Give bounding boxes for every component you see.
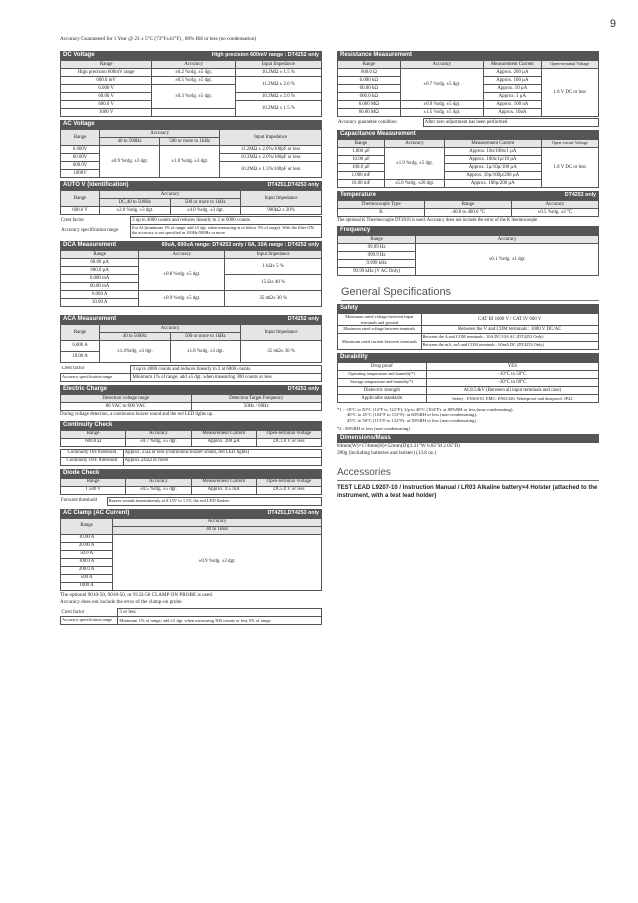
capacitance-table: Range Accuracy Measurement Current Open-circuit Voltage 1.000 µF ±1.9 %rdg. ±5 dgt. Approx. 10n/100n/1 µA 1.8 V DC or less 10.00 µF Approx. 100n/1µ/10 µA 100.0 µF Approx. 1µ/10µ/100 µA 1.000 mF Approx. 10µ/100µ/200 µA 10.00 mF ±5.0 %rdg. ±20 dgt. Approx. 100µ/200 µA <box>337 139 599 188</box>
capacitance-header: Capacitance Measurement <box>337 130 599 139</box>
dc-voltage-table: Range Accuracy Input Impedance High precision 600mV range ±0.2 %rdg. ±5 dgt. 10.2MΩ ± 1.5 % 600.0 mV ±0.5 %rdg. ±5 dgt. 11.2MΩ ± 2.0 % 6.000 V ±0.3 %rdg. ±5 dgt. 60.00 V 10.3MΩ ± 2.0 % 600.0 V 10.2MΩ ± 1.5 % 1000 V <box>60 60 322 117</box>
diode-header: Diode Check <box>60 469 322 478</box>
dc-voltage-header: DC Voltage High precision 600mV range : DT4252 only <box>60 51 322 60</box>
electric-charge-table: Detection voltage range Detection Target Frequency 80 VAC to 600 VAC 50Hz / 60Hz <box>60 394 322 411</box>
safety-header: Safety <box>337 304 599 313</box>
aca-notes: Crest factor 3 up to 4000 counts and reduces linearly to 2 at 6000 counts. Accuracy specification range Minimum 1% of range; add ±5 dgt. when measuring 300 counts or less <box>60 365 322 382</box>
durability-footnote-2: *2 : 80%RH or less (non-condensating) <box>337 425 410 431</box>
ac-clamp-header: AC Clamp (AC Current) DT4251,DT4253 only <box>60 509 322 518</box>
auto-v-table: Range Accuracy Input Impedance DC,40 to 500Hz 500 or more to 1kHz 600.0 V ±2.0 %rdg. ±3 dgt. ±4.0 %rdg. ±3 dgt. 900kΩ ± 20% <box>60 190 322 215</box>
temperature-note: The optional K Thermocouple DT4910 is used. Accuracy does not include the error of the K thermocouple <box>337 218 538 223</box>
accuracy-guarantee-note: Accuracy Guaranteed for 1 Year @ 23 ± 5°C (73°F±41°F) , 80% RH or less (no condensation) <box>60 36 257 42</box>
continuity-header: Continuity Check <box>60 421 322 430</box>
continuity-table: Range Accuracy Measurement Current Open-terminal Voltage 600.0 Ω ±0.7 %rdg. ±5 dgt. Approx. 200 µA DC1.8 V or less <box>60 430 322 447</box>
dimensions-text: 84mm(W)×174mm(H)×52mm(D)(3.31"W 6.85"H 2.05"D) <box>337 443 460 450</box>
safety-table: Maximum rated voltage between input terminals and ground CAT III 1000 V / CAT IV 600 V Maximum rated voltage between terminals Between the V and COM terminals : 1000 V DC/AC Maximum rated current between terminals Between the A and COM terminals : 10A DC/10A AC (DT4252 Only) Between the mA, mA and COM terminals : 60mA DC (DT4253 Only) <box>337 313 599 350</box>
electric-charge-header: Electric Charge DT4251 only <box>60 385 322 394</box>
ac-clamp-table: Range Accuracy 40 to 1kHz 10.00 A ±0.9 %rdg. ±3 dgt. 20.00 A 50.0 A 100.0 A 200.0 A 500 A 1000 A <box>60 518 322 591</box>
ac-clamp-notes: Crest factor 3 or less Accuracy specification range Minimum 1% of range; add ±5 dgt. when measuring 300 counts or less 5% of range <box>60 608 322 625</box>
mass-text: 390g (including batteries and holster) (13.8 oz.) <box>337 450 437 457</box>
dca-header: DCA Measurement 60uA, 600uA range: DT4253 only / 6A, 10A range : DT4252 only <box>60 241 322 250</box>
durability-footnote-1: *1 : -10°C to 50°C (14°F to 122°F); Up to 40°C (104°F): at 80%RH or less (non-condensating), 40°C to 45°C (104°F to 113°F): at 60%RH or less (non-condensating), 45°C to 50°C (113°F to 122°F): at 50%RH or less (non-condensating) <box>337 407 514 423</box>
frequency-header: Frequency <box>337 226 599 235</box>
aca-header: ACA Measurement DT4252 only <box>60 315 322 324</box>
right-column <box>337 48 599 500</box>
temperature-table: Thermocouple Type Range Accuracy K -40.0 to 400.0 °C ±0.5 %rdg. ±2 °C <box>337 200 599 217</box>
diode-table: Range Accuracy Measurement Current Open-terminal Voltage 1.500 V ±0.5 %rdg. ±5 dgt. Approx. 0.5 mA DC5.0 V or less <box>60 478 322 495</box>
continuity-thresholds: Continuity ON threshold Approx. 25Ω or less (continuous buzzer sound, red LED lights) Continuity OFF threshold Approx.245Ω or more <box>60 449 322 466</box>
temperature-header: Temperature DT4253 only <box>337 191 599 200</box>
durability-header: Durability <box>337 353 599 362</box>
aca-table: Range Accuracy Input Impedance 40 to 500Hz 500 or more to 1kHz 6.000 A ±1.4%rdg. ±3 dgt. ±1.8 %rdg. ±3 dgt. 35 mΩ± 30 % 10.00 A <box>60 324 322 363</box>
ac-voltage-header: AC Voltage <box>60 120 322 129</box>
auto-v-notes: Crest factor 3 up to 4000 counts and reduces linearly to 2 at 6000 counts. Accuracy specification range For AC(minimum 1% of range; add ±5 dgt. when measuring at or below 5% of range). With the filter ON, the accuracy is not specified in 100Hz/500Hz or more <box>60 216 322 238</box>
diode-forward: Forward threshold Buzzer sounds intermittently at 0.15V to 1.5V, the red LED flashes <box>60 497 322 506</box>
page-number: 9 <box>609 18 616 30</box>
ac-clamp-note-2: Accuracy does not include the error of the clamp-on probe. <box>60 599 183 606</box>
auto-v-header: AUTO V (Identification) DT4251,DT4253 only <box>60 181 322 190</box>
electric-charge-note: During voltage detection, a continuous buzzer sound and the red LED lights up. <box>60 412 214 417</box>
ac-clamp-note-1: The optional 9010-50, 9018-50, or 9132-50 CLAMP ON PROBE is used. <box>60 591 213 598</box>
accessories-title: Accessories <box>337 467 599 481</box>
dimensions-header: Dimensions/Mass <box>337 434 599 443</box>
resistance-header: Resistance Measurement <box>337 51 599 60</box>
accessories-list: TEST LEAD L9207-10 / Instruction Manual / LR03 Alkaline battery×4 Holster (attached to the instrument, with a test lead holder) <box>337 484 598 499</box>
left-column <box>60 48 322 625</box>
resistance-condition: Accuracy guarantee condition After zero adjustment has been performed <box>337 118 599 127</box>
durability-table: Drop proof YES Operating temperature and humidity*1 -10°C to 50°C Storage temperature and humidity*2 -30°C to 60°C Dielectric strength AC8.54kV (Between all input terminals and case) Applicable standards Safety : EN61010, EMC: EN61326, Waterproof and dustproof: IP42 <box>337 362 599 403</box>
dca-table: Range Accuracy Input Impedance 60.00 µA ±0.8 %rdg. ±5 dgt. 1 kΩ± 5 % 600.0 µA 6.000 mA 15 Ω± 40 % 60.00 mA 6.000 A ±0.9 %rdg. ±5 dgt. 35 mΩ± 30 % 10.00 A <box>60 250 322 307</box>
resistance-table: Range Accuracy Measurement Current Open-terminal Voltage 600.0 Ω ±0.7 %rdg. ±5 dgt. Approx. 200 µA 1.8 V DC or less 6.000 kΩ Approx. 100 µA 60.00 kΩ Approx. 10 µA 600.0 kΩ Approx. 1 µA 6.000 MΩ ±0.9 %rdg. ±5 dgt. Approx. 100 nA 60.00 MΩ ±1.5 %rdg. ±5 dgt. Approx. 10nA <box>337 60 599 117</box>
frequency-table: Range Accuracy 99.99 Hz ±0.1 %rdg. ±1 dgt. 999.9 Hz 9.999 kHz 99.99 kHz (V AC Only) <box>337 235 599 276</box>
ac-voltage-table: Range Accuracy Input Impedance 40 to 500Hz 500 or more to 1kHz 6.000V ±0.9 %rdg. ±3 dgt. ±1.8 %rdg. ±3 dgt. 11.2MΩ ± 2.0%/100pF or less 60.00V 10.3MΩ ± 2.0%/100pF or less 600.0V 10.2MΩ ± 1.5%/100pF or less 1000V <box>60 129 322 178</box>
general-specifications-title: General Specifications <box>341 286 599 301</box>
